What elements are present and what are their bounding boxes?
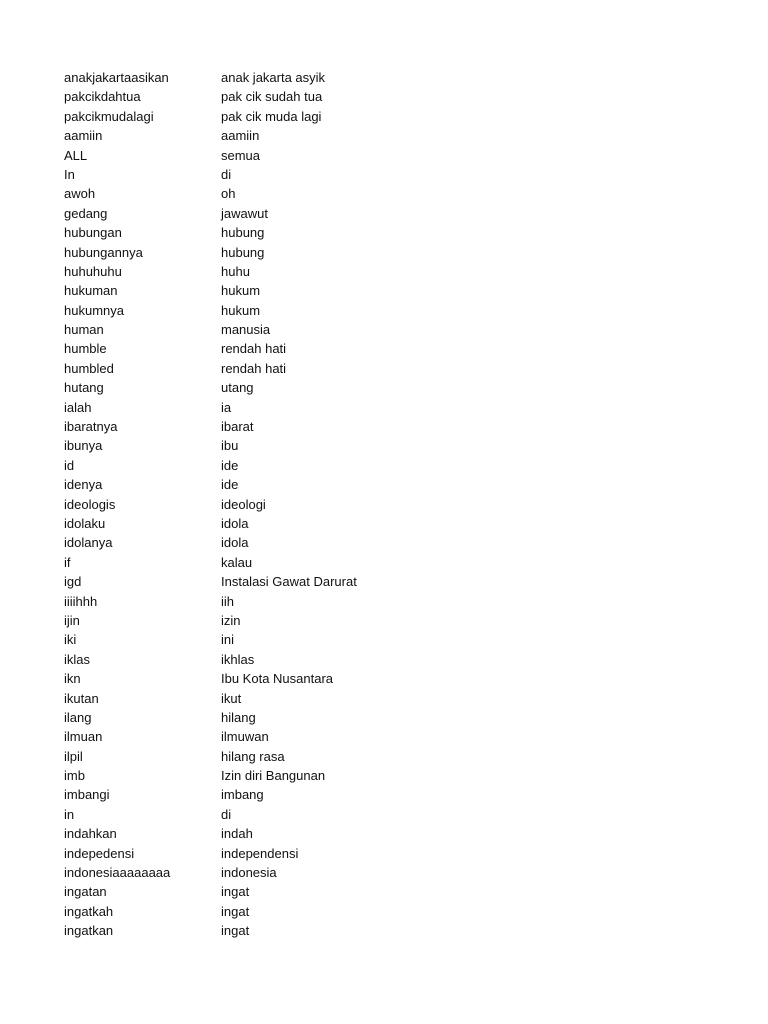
table-row (64, 301, 684, 320)
source-word: In (64, 166, 75, 182)
normalized-word: ide (221, 477, 239, 493)
source-word: idolaku (64, 515, 106, 531)
table-row (64, 533, 684, 552)
normalized-word: aamiin (221, 128, 260, 144)
word-mapping-table (64, 68, 684, 941)
normalized-word: jawawut (221, 205, 268, 221)
normalized-word: ia (221, 399, 232, 415)
normalized-word: oh (221, 186, 236, 202)
normalized-word: pak cik muda lagi (221, 108, 322, 124)
table-row (64, 87, 684, 106)
source-word: indepedensi (64, 845, 135, 861)
normalized-word: huhu (221, 263, 250, 279)
normalized-word: independensi (221, 845, 299, 861)
source-word: ijin (64, 612, 80, 628)
table-row (64, 689, 684, 708)
table-row (64, 243, 684, 262)
source-word: ibunya (64, 438, 103, 454)
source-word: ilpil (64, 748, 83, 764)
normalized-word: semua (221, 147, 261, 163)
table-row (64, 436, 684, 455)
source-word: ingatkah (64, 903, 114, 919)
table-row (64, 320, 684, 339)
source-word: ingatkan (64, 923, 114, 939)
source-word: indonesiaaaaaaaa (64, 865, 171, 881)
normalized-word: utang (221, 380, 254, 396)
normalized-word: Ibu Kota Nusantara (221, 671, 334, 687)
source-word: igd (64, 574, 82, 590)
source-word: indahkan (64, 826, 117, 842)
normalized-word: idola (221, 535, 249, 551)
table-row (64, 669, 684, 688)
source-word: hukuman (64, 283, 118, 299)
table-row (64, 107, 684, 126)
normalized-word: hubung (221, 225, 265, 241)
source-word: ingatan (64, 884, 107, 900)
source-word: iklas (64, 651, 91, 667)
normalized-word: ingat (221, 884, 250, 900)
table-row (64, 882, 684, 901)
normalized-word: imbang (221, 787, 264, 803)
table-row (64, 708, 684, 727)
source-word: gedang (64, 205, 108, 221)
source-word: ALL (64, 147, 88, 163)
source-word: ikn (64, 671, 81, 687)
source-word: ialah (64, 399, 92, 415)
table-row (64, 805, 684, 824)
table-row (64, 902, 684, 921)
normalized-word: ikut (221, 690, 242, 706)
table-row (64, 184, 684, 203)
source-word: ibaratnya (64, 419, 118, 435)
normalized-word: rendah hati (221, 360, 287, 376)
source-word: huhuhuhu (64, 263, 122, 279)
source-word: hukumnya (64, 302, 124, 318)
normalized-word: Izin diri Bangunan (221, 768, 326, 784)
table-row (64, 747, 684, 766)
table-row (64, 611, 684, 630)
table-row (64, 630, 684, 649)
normalized-word: Instalasi Gawat Darurat (221, 574, 357, 590)
source-word: iki (64, 632, 77, 648)
table-row (64, 475, 684, 494)
normalized-word: ikhlas (221, 651, 255, 667)
normalized-word: ideologi (221, 496, 266, 512)
table-row (64, 165, 684, 184)
table-row (64, 126, 684, 145)
normalized-word: ilmuwan (221, 729, 269, 745)
table-row (64, 378, 684, 397)
normalized-word: idola (221, 515, 249, 531)
table-row (64, 339, 684, 358)
table-row (64, 456, 684, 475)
table-row (64, 204, 684, 223)
source-word: idolanya (64, 535, 113, 551)
normalized-word: ingat (221, 903, 250, 919)
table-row (64, 223, 684, 242)
normalized-word: rendah hati (221, 341, 287, 357)
table-row (64, 727, 684, 746)
table-row (64, 650, 684, 669)
table-row (64, 766, 684, 785)
source-word: awoh (64, 186, 96, 202)
source-word: hutang (64, 380, 104, 396)
source-word: imb (64, 768, 85, 784)
normalized-word: izin (221, 612, 241, 628)
normalized-word: ide (221, 457, 239, 473)
normalized-word: pak cik sudah tua (221, 89, 323, 105)
source-word: iiiihhh (64, 593, 98, 609)
normalized-word: hilang rasa (221, 748, 285, 764)
table-row (64, 417, 684, 436)
normalized-word: ibu (221, 438, 239, 454)
source-word: humbled (64, 360, 114, 376)
normalized-word: kalau (221, 554, 253, 570)
source-word: hubungannya (64, 244, 143, 260)
normalized-word: di (221, 806, 232, 822)
normalized-word: indah (221, 826, 253, 842)
table-row (64, 785, 684, 804)
normalized-word: indonesia (221, 865, 277, 881)
table-row (64, 572, 684, 591)
source-word: id (64, 457, 75, 473)
table-row (64, 495, 684, 514)
table-row (64, 844, 684, 863)
source-word: pakcikmudalagi (64, 108, 154, 124)
table-row (64, 398, 684, 417)
source-word: if (64, 554, 71, 570)
table-row (64, 262, 684, 281)
normalized-word: iih (221, 593, 235, 609)
source-word: humble (64, 341, 107, 357)
normalized-word: hukum (221, 302, 261, 318)
table-row (64, 359, 684, 378)
table-row (64, 863, 684, 882)
normalized-word: ibarat (221, 419, 254, 435)
source-word: human (64, 322, 104, 338)
source-word: anakjakartaasikan (64, 70, 169, 85)
source-word: aamiin (64, 128, 103, 144)
source-word: idenya (64, 477, 103, 493)
normalized-word: manusia (221, 322, 271, 338)
normalized-word: hilang (221, 709, 256, 725)
source-word: ilang (64, 709, 92, 725)
source-word: ikutan (64, 690, 99, 706)
table-row (64, 553, 684, 572)
table-row (64, 146, 684, 165)
table-row (64, 281, 684, 300)
source-word: ideologis (64, 496, 116, 512)
source-word: imbangi (64, 787, 110, 803)
normalized-word: hubung (221, 244, 265, 260)
table-row (64, 68, 684, 87)
normalized-word: hukum (221, 283, 261, 299)
table-row (64, 824, 684, 843)
normalized-word: ingat (221, 923, 250, 939)
normalized-word: anak jakarta asyik (221, 70, 326, 85)
source-word: hubungan (64, 225, 122, 241)
normalized-word: ini (221, 632, 235, 648)
source-word: in (64, 806, 75, 822)
source-word: ilmuan (64, 729, 103, 745)
normalized-word: di (221, 166, 232, 182)
table-row (64, 514, 684, 533)
table-row (64, 921, 684, 940)
source-word: pakcikdahtua (64, 89, 141, 105)
table-row (64, 592, 684, 611)
